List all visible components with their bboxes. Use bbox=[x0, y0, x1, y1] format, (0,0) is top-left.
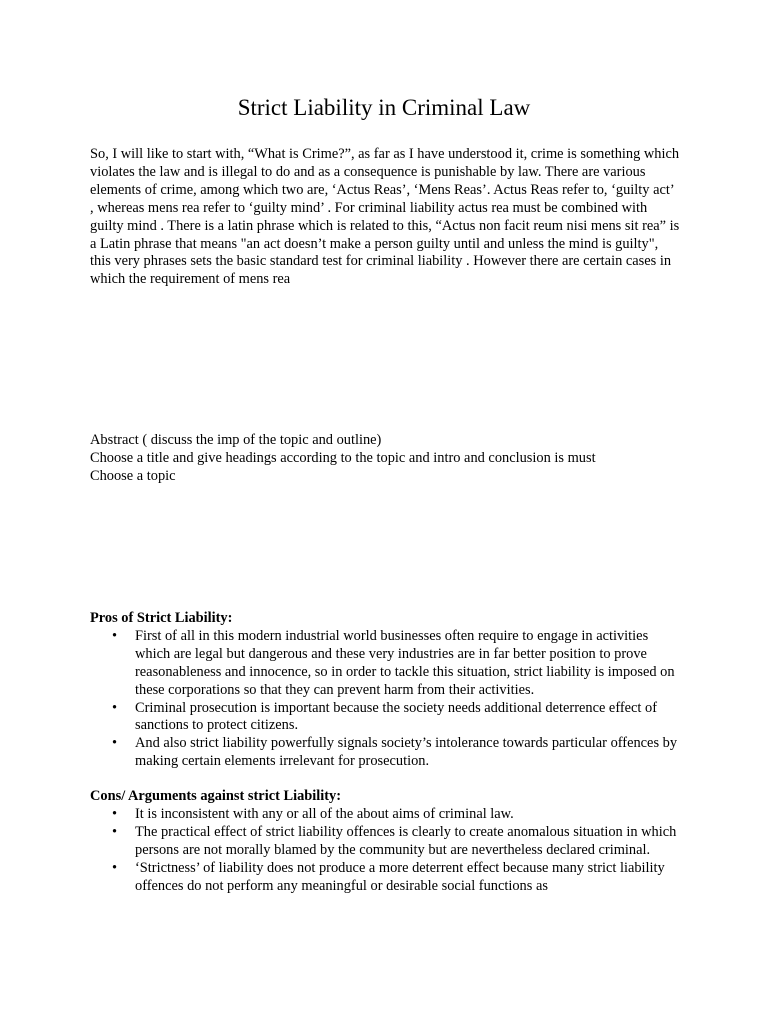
cons-list bbox=[90, 806, 680, 896]
list-item bbox=[90, 628, 680, 700]
list-item bbox=[90, 860, 680, 896]
bullet-icon: • bbox=[112, 823, 118, 840]
note-line-topic: Choose a topic bbox=[90, 468, 176, 484]
list-item-text: And also strict liability powerfully signals society’s intolerance towards particular offences by making certain elements irrelevant for prosecution. bbox=[135, 735, 678, 770]
list-item bbox=[90, 824, 680, 860]
note-line-abstract: Abstract ( discuss the imp of the topic and outline) bbox=[90, 432, 382, 448]
list-item bbox=[90, 735, 680, 771]
bullet-icon: • bbox=[112, 735, 118, 752]
note-line-title: Choose a title and give headings according to the topic and intro and conclusion is must bbox=[90, 450, 596, 466]
bullet-icon: • bbox=[112, 699, 118, 716]
notes-block bbox=[90, 431, 680, 485]
list-item-text: The practical effect of strict liability offences is clearly to create anomalous situation in which persons are not morally blamed by the community but are nevertheless declared criminal. bbox=[135, 823, 677, 858]
list-item-text: It is inconsistent with any or all of the about aims of criminal law. bbox=[135, 805, 514, 822]
bullet-icon: • bbox=[112, 805, 118, 822]
list-item-text: First of all in this modern industrial world businesses often require to engage in activities which are legal but dangerous and these very industries are in far better position to prove reasonableness and innocence, so in order to tackle this situation, strict liability is imposed on these corporations so that they can prevent harm from their activities. bbox=[135, 627, 675, 698]
list-item bbox=[90, 806, 680, 824]
pros-heading: Pros of Strict Liability: bbox=[90, 610, 233, 626]
list-item-text: ‘Strictness’ of liability does not produce a more deterrent effect because many strict liability offences do not perform any meaningful or desirable social functions as bbox=[135, 859, 665, 894]
cons-section bbox=[90, 788, 680, 895]
document-title: Strict Liability in Criminal Law bbox=[237, 95, 531, 120]
bullet-icon: • bbox=[112, 627, 118, 644]
list-item-text: Criminal prosecution is important because the society needs additional deterrence effect of sanctions to protect citizens. bbox=[135, 699, 658, 734]
pros-section bbox=[90, 610, 680, 771]
intro-paragraph: So, I will like to start with, “What is Crime?”, as far as I have understood it, crime is something which violates the law and is illegal to do and as a consequence is punishable by law. There are various elements of crime, among which two are, ‘Actus Reas’, ‘Mens Reas’. Actus Reas refer to, ‘guilty act’ , whereas mens rea refer to ‘guilty mind’ . For criminal liability actus rea must be combined with guilty mind . There is a latin phrase which is related to this, “Actus non facit reum nisi mens sit rea” is a Latin phrase that means "an act doesn’t make a person guilty until and unless the mind is guilty", this very phrases sets the basic standard test for criminal liability . However there are certain cases in which the requirement of mens rea bbox=[90, 146, 680, 288]
cons-heading: Cons/ Arguments against strict Liability: bbox=[90, 788, 342, 804]
bullet-icon: • bbox=[112, 859, 118, 876]
list-item bbox=[90, 700, 680, 736]
pros-list bbox=[90, 628, 680, 771]
